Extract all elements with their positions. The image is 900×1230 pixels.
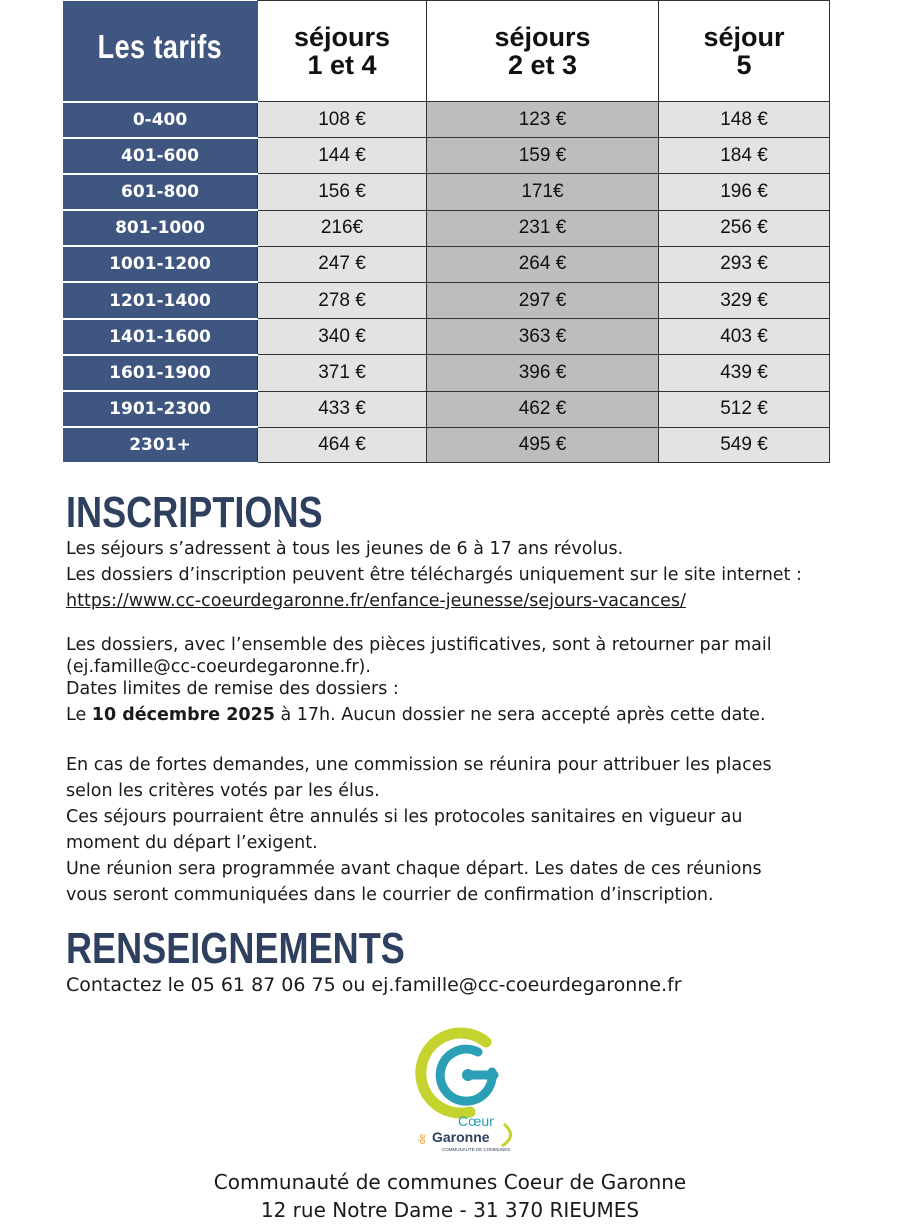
text-line: Les dossiers d’inscription peuvent être téléchargés uniquement sur le site internet : [66, 565, 802, 585]
contact-text: Contactez le 05 61 87 06 75 ou ej.famille@cc-coeurdegaronne.fr [66, 974, 682, 996]
table-header-row [63, 1, 830, 102]
price-cell: 293 € [659, 246, 830, 282]
income-band: 1401-1600 [63, 319, 258, 355]
column-header-sejours-2-3: séjours 2 et 3 [427, 1, 659, 102]
price-cell: 123 € [427, 102, 659, 138]
price-cell: 340 € [258, 319, 427, 355]
price-cell: 371 € [258, 355, 427, 391]
sejours-vacances-link[interactable]: https://www.cc-coeurdegaronne.fr/enfance-jeunesse/sejours-vacances/ [66, 591, 686, 611]
table-row [63, 355, 830, 391]
price-cell: 156 € [258, 174, 427, 210]
renseignements-heading: RENSEIGNEMENTS [66, 924, 405, 973]
logo-word-coeur: Cœur [458, 1113, 494, 1129]
income-band: 1601-1900 [63, 355, 258, 391]
deadline-date: 10 décembre 2025 [91, 705, 275, 725]
price-cell: 439 € [659, 355, 830, 391]
inscriptions-text [66, 536, 802, 614]
price-cell: 363 € [427, 319, 659, 355]
price-cell: 462 € [427, 391, 659, 427]
price-cell: 184 € [659, 138, 830, 174]
income-band: 801-1000 [63, 210, 258, 246]
text-line: Dates limites de remise des dossiers : [66, 679, 399, 699]
price-cell: 433 € [258, 391, 427, 427]
table-title: Les tarifs [97, 27, 223, 65]
price-cell: 512 € [659, 391, 830, 427]
price-cell: 329 € [659, 282, 830, 318]
table-row [63, 210, 830, 246]
table-row [63, 319, 830, 355]
deadline-text: Le 10 décembre 2025 à 17h. Aucun dossier ne sera accepté après cette date. [66, 705, 766, 725]
table-row [63, 391, 830, 427]
text-line: (ej.famille@cc-coeurdegaronne.fr). [66, 657, 371, 677]
footer-organisation: Communauté de communes Coeur de Garonne [213, 1170, 687, 1194]
text-line: Une réunion sera programmée avant chaque départ. Les dates de ces réunions [66, 859, 762, 879]
price-cell: 148 € [659, 102, 830, 138]
price-cell: 196 € [659, 174, 830, 210]
text-line: moment du départ l’exigent. [66, 833, 318, 853]
table-row [63, 102, 830, 138]
income-band: 1901-2300 [63, 391, 258, 427]
text-line: En cas de fortes demandes, une commission se réunira pour attribuer les places [66, 755, 772, 775]
price-cell: 403 € [659, 319, 830, 355]
income-band: 0-400 [63, 102, 258, 138]
price-cell: 108 € [258, 102, 427, 138]
income-band: 401-600 [63, 138, 258, 174]
text-line: vous seront communiquées dans le courrier de confirmation d’inscription. [66, 885, 714, 905]
price-cell: 171€ [427, 174, 659, 210]
dossiers-text [66, 634, 772, 700]
price-cell: 464 € [258, 427, 427, 463]
price-cell: 297 € [427, 282, 659, 318]
pricing-table [63, 0, 830, 463]
price-cell: 396 € [427, 355, 659, 391]
income-band: 1001-1200 [63, 246, 258, 282]
logo-word-garonne: Garonne [432, 1129, 490, 1145]
column-header-sejours-1-4: séjours 1 et 4 [258, 1, 427, 102]
text-line: Les séjours s’adressent à tous les jeunes de 6 à 17 ans révolus. [66, 539, 624, 559]
coeur-de-garonne-logo [408, 1020, 528, 1160]
footer-street: 12 rue Notre Dame - 31 370 RIEUMES [260, 1198, 640, 1222]
price-cell: 278 € [258, 282, 427, 318]
column-header-sejour-5: séjour 5 [659, 1, 830, 102]
conditions-text [66, 752, 772, 908]
price-cell: 256 € [659, 210, 830, 246]
income-band: 2301+ [63, 427, 258, 463]
table-row [63, 282, 830, 318]
price-cell: 231 € [427, 210, 659, 246]
table-row [63, 138, 830, 174]
table-title-cell [63, 1, 258, 102]
income-band: 1201-1400 [63, 282, 258, 318]
table-row [63, 427, 830, 463]
footer-address [0, 1168, 900, 1224]
text-line: Ces séjours pourraient être annulés si les protocoles sanitaires en vigueur au [66, 807, 743, 827]
logo-word-de: de [417, 1133, 427, 1144]
price-cell: 264 € [427, 246, 659, 282]
table-row [63, 174, 830, 210]
price-cell: 144 € [258, 138, 427, 174]
price-cell: 495 € [427, 427, 659, 463]
income-band: 601-800 [63, 174, 258, 210]
price-cell: 549 € [659, 427, 830, 463]
price-cell: 247 € [258, 246, 427, 282]
logo-subtitle: COMMUNAUTÉ DE COMMUNES [442, 1147, 511, 1152]
price-cell: 216€ [258, 210, 427, 246]
price-cell: 159 € [427, 138, 659, 174]
table-row [63, 246, 830, 282]
inscriptions-heading: INSCRIPTIONS [66, 488, 323, 537]
text-line: Les dossiers, avec l’ensemble des pièces justificatives, sont à retourner par mail [66, 635, 772, 655]
text-line: selon les critères votés par les élus. [66, 781, 380, 801]
